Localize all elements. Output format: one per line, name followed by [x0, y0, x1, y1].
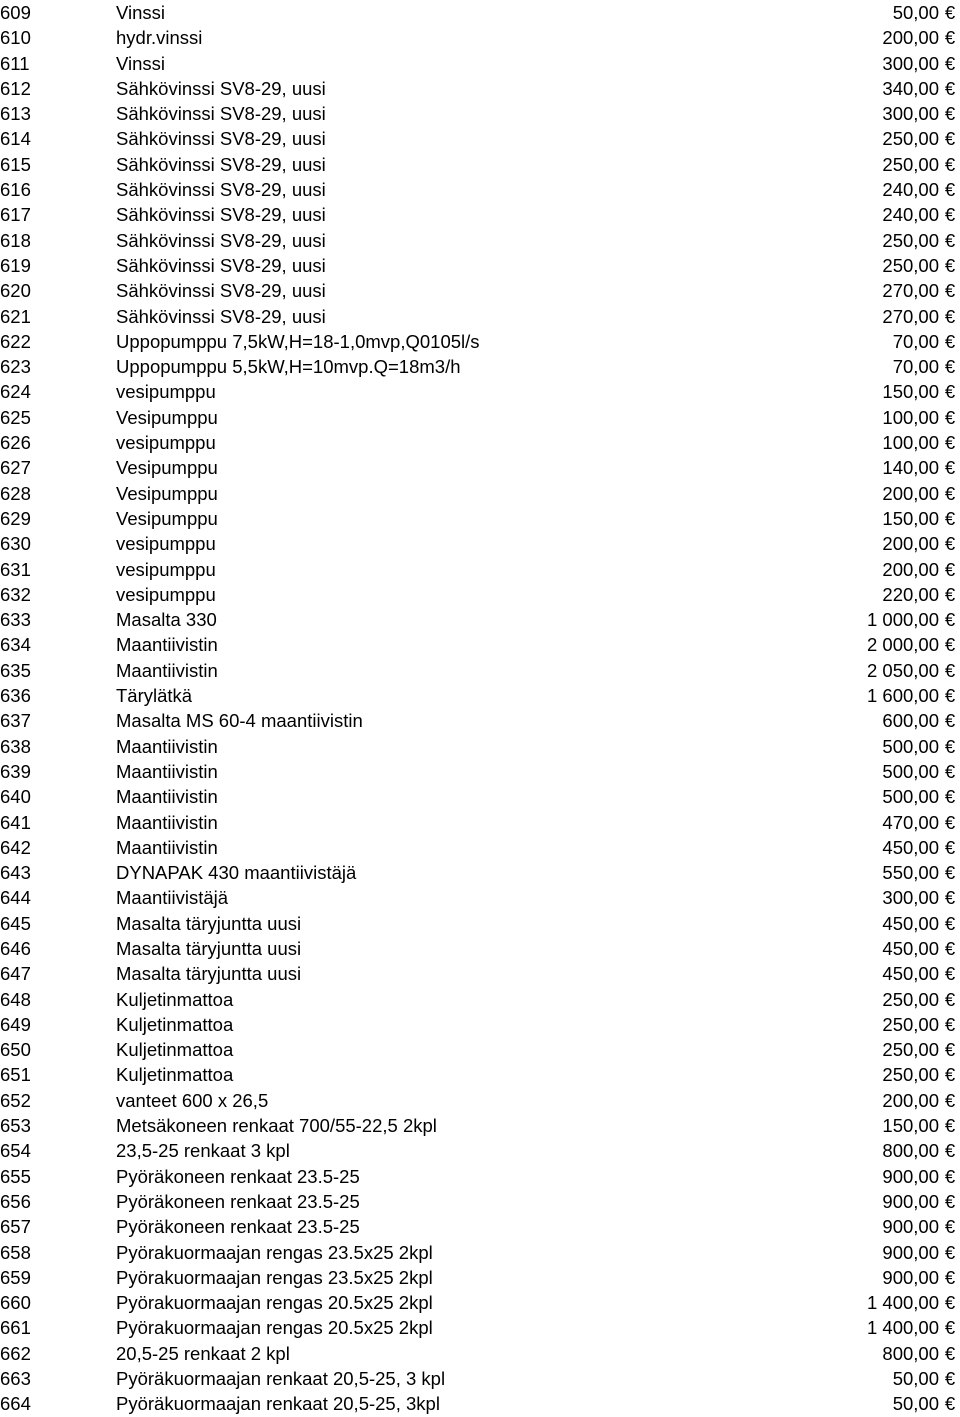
currency-symbol: € [944, 254, 956, 276]
item-description: Pyörakuormaajan rengas 20.5x25 2kpl [116, 1317, 433, 1339]
item-description: Sähkövinssi SV8-29, uusi [116, 204, 326, 226]
item-price: 250,00 [882, 988, 939, 1010]
item-price: 900,00 [882, 1216, 939, 1238]
list-item [0, 531, 960, 556]
item-price: 1 400,00 [866, 1292, 939, 1314]
item-description: Pyöräkoneen renkaat 23.5-25 [116, 1216, 360, 1238]
currency-symbol: € [944, 710, 956, 732]
item-price: 600,00 [882, 710, 939, 732]
list-item [0, 1366, 960, 1391]
item-price: 900,00 [882, 1190, 939, 1212]
item-price: 140,00 [882, 457, 939, 479]
item-price: 900,00 [882, 1165, 939, 1187]
item-number: 657 [0, 1216, 31, 1238]
item-description: Vinssi [116, 2, 166, 23]
item-number: 648 [0, 988, 31, 1010]
item-description: Maantiivistin [116, 760, 218, 782]
item-price: 300,00 [882, 887, 939, 909]
list-item [0, 860, 960, 885]
item-number: 661 [0, 1317, 31, 1339]
item-price: 450,00 [882, 912, 939, 934]
currency-symbol: € [944, 1039, 956, 1061]
item-price: 200,00 [882, 1089, 939, 1111]
item-price: 220,00 [882, 583, 939, 605]
item-number: 642 [0, 836, 31, 858]
item-price: 50,00 [892, 1393, 939, 1415]
item-number: 640 [0, 786, 31, 808]
list-item [0, 1341, 960, 1366]
list-item [0, 455, 960, 480]
currency-symbol: € [944, 1393, 956, 1415]
item-number: 663 [0, 1368, 31, 1390]
item-description: Sähkövinssi SV8-29, uusi [116, 254, 326, 276]
currency-symbol: € [944, 634, 956, 656]
item-price: 200,00 [882, 482, 939, 504]
item-number: 637 [0, 710, 31, 732]
currency-symbol: € [944, 1368, 956, 1390]
list-item [0, 1138, 960, 1163]
item-description: Sähkövinssi SV8-29, uusi [116, 128, 326, 150]
item-price: 450,00 [882, 937, 939, 959]
list-item [0, 1088, 960, 1113]
item-price: 2 000,00 [866, 634, 939, 656]
item-number: 629 [0, 507, 31, 529]
list-item [0, 1037, 960, 1062]
item-description: Kuljetinmattoa [116, 1039, 234, 1061]
item-description: 20,5-25 renkaat 2 kpl [116, 1342, 290, 1364]
item-price: 340,00 [882, 77, 939, 99]
item-number: 634 [0, 634, 31, 656]
currency-symbol: € [944, 1292, 956, 1314]
item-price: 70,00 [892, 330, 939, 352]
item-price: 250,00 [882, 254, 939, 276]
list-item [0, 1214, 960, 1239]
item-description: vesipumppu [116, 583, 216, 605]
list-item [0, 354, 960, 379]
currency-symbol: € [944, 1190, 956, 1212]
list-item [0, 152, 960, 177]
currency-symbol: € [944, 760, 956, 782]
item-number: 627 [0, 457, 31, 479]
item-price: 250,00 [882, 153, 939, 175]
item-number: 619 [0, 254, 31, 276]
list-item [0, 430, 960, 455]
list-item [0, 405, 960, 430]
item-price: 100,00 [882, 406, 939, 428]
item-price: 200,00 [882, 558, 939, 580]
currency-symbol: € [944, 659, 956, 681]
list-item [0, 228, 960, 253]
list-item [0, 784, 960, 809]
item-description: Pyöräkoneen renkaat 23.5-25 [116, 1165, 360, 1187]
list-item [0, 101, 960, 126]
item-number: 636 [0, 685, 31, 707]
item-number: 615 [0, 153, 31, 175]
item-number: 655 [0, 1165, 31, 1187]
item-price: 550,00 [882, 862, 939, 884]
item-price: 1 600,00 [866, 685, 939, 707]
item-number: 652 [0, 1089, 31, 1111]
item-number: 609 [0, 2, 31, 23]
item-description: Masalta 330 [116, 609, 217, 631]
item-description: Maantiivistin [116, 836, 218, 858]
item-description: Maantiivistin [116, 786, 218, 808]
list-item [0, 708, 960, 733]
item-number: 612 [0, 77, 31, 99]
list-item [0, 1012, 960, 1037]
list-item [0, 278, 960, 303]
item-number: 621 [0, 305, 31, 327]
item-number: 616 [0, 179, 31, 201]
list-item [0, 961, 960, 986]
item-description: hydr.vinssi [116, 27, 203, 49]
item-price: 50,00 [892, 2, 939, 23]
item-number: 614 [0, 128, 31, 150]
item-number: 644 [0, 887, 31, 909]
item-number: 662 [0, 1342, 31, 1364]
item-description: Masalta täryjuntta uusi [116, 963, 302, 985]
item-number: 651 [0, 1064, 31, 1086]
currency-symbol: € [944, 1266, 956, 1288]
item-number: 664 [0, 1393, 31, 1415]
currency-symbol: € [944, 280, 956, 302]
item-description: Vesipumppu [116, 507, 218, 529]
item-price: 270,00 [882, 280, 939, 302]
list-item [0, 1113, 960, 1138]
item-description: Kuljetinmattoa [116, 988, 234, 1010]
currency-symbol: € [944, 887, 956, 909]
currency-symbol: € [944, 2, 956, 23]
list-item [0, 1164, 960, 1189]
item-description: Sähkövinssi SV8-29, uusi [116, 77, 326, 99]
currency-symbol: € [944, 229, 956, 251]
item-number: 647 [0, 963, 31, 985]
item-price: 500,00 [882, 786, 939, 808]
list-item [0, 658, 960, 683]
item-number: 632 [0, 583, 31, 605]
item-description: Maantiivistäjä [116, 887, 229, 909]
item-number: 646 [0, 937, 31, 959]
currency-symbol: € [944, 27, 956, 49]
item-number: 659 [0, 1266, 31, 1288]
item-number: 626 [0, 432, 31, 454]
item-number: 650 [0, 1039, 31, 1061]
item-description: vesipumppu [116, 558, 216, 580]
item-description: Kuljetinmattoa [116, 1013, 234, 1035]
list-item [0, 607, 960, 632]
currency-symbol: € [944, 836, 956, 858]
item-description: Vesipumppu [116, 482, 218, 504]
list-item [0, 632, 960, 657]
currency-symbol: € [944, 685, 956, 707]
item-description: Sähkövinssi SV8-29, uusi [116, 153, 326, 175]
currency-symbol: € [944, 609, 956, 631]
currency-symbol: € [944, 862, 956, 884]
currency-symbol: € [944, 77, 956, 99]
currency-symbol: € [944, 482, 956, 504]
item-price: 70,00 [892, 356, 939, 378]
list-item [0, 506, 960, 531]
currency-symbol: € [944, 381, 956, 403]
list-item [0, 734, 960, 759]
list-item [0, 835, 960, 860]
item-number: 639 [0, 760, 31, 782]
list-item [0, 1265, 960, 1290]
item-number: 618 [0, 229, 31, 251]
item-number: 660 [0, 1292, 31, 1314]
currency-symbol: € [944, 507, 956, 529]
currency-symbol: € [944, 912, 956, 934]
list-item [0, 304, 960, 329]
item-price: 470,00 [882, 811, 939, 833]
item-price: 450,00 [882, 836, 939, 858]
item-description: vanteet 600 x 26,5 [116, 1089, 269, 1111]
item-price: 500,00 [882, 760, 939, 782]
item-description: Maantiivistin [116, 811, 218, 833]
list-item [0, 481, 960, 506]
item-description: Sähkövinssi SV8-29, uusi [116, 229, 326, 251]
item-number: 620 [0, 280, 31, 302]
list-item [0, 25, 960, 50]
currency-symbol: € [944, 1165, 956, 1187]
item-price: 200,00 [882, 27, 939, 49]
currency-symbol: € [944, 1064, 956, 1086]
list-item [0, 557, 960, 582]
item-price: 50,00 [892, 1368, 939, 1390]
item-description: DYNAPAK 430 maantiivistäjä [116, 862, 357, 884]
list-item [0, 582, 960, 607]
list-item [0, 987, 960, 1012]
item-description: Masalta täryjuntta uusi [116, 937, 302, 959]
item-number: 610 [0, 27, 31, 49]
list-item [0, 1391, 960, 1416]
item-price: 900,00 [882, 1266, 939, 1288]
item-description: Sähkövinssi SV8-29, uusi [116, 103, 326, 125]
item-number: 630 [0, 533, 31, 555]
item-description: Uppopumppu 5,5kW,H=10mvp.Q=18m3/h [116, 356, 461, 378]
list-item [0, 379, 960, 404]
item-price: 240,00 [882, 204, 939, 226]
currency-symbol: € [944, 533, 956, 555]
item-description: Pyöräkuormaajan renkaat 20,5-25, 3 kpl [116, 1368, 446, 1390]
item-description: Vinssi [116, 52, 166, 74]
item-number: 611 [0, 52, 30, 74]
list-item [0, 810, 960, 835]
currency-symbol: € [944, 735, 956, 757]
list-item [0, 177, 960, 202]
item-description: Sähkövinssi SV8-29, uusi [116, 179, 326, 201]
list-item [0, 683, 960, 708]
item-price: 2 050,00 [866, 659, 939, 681]
item-number: 658 [0, 1241, 31, 1263]
currency-symbol: € [944, 52, 956, 74]
item-number: 633 [0, 609, 31, 631]
item-description: Maantiivistin [116, 735, 218, 757]
list-item [0, 1290, 960, 1315]
currency-symbol: € [944, 1241, 956, 1263]
currency-symbol: € [944, 330, 956, 352]
list-item [0, 1315, 960, 1340]
item-price: 150,00 [882, 507, 939, 529]
list-item [0, 329, 960, 354]
item-description: Metsäkoneen renkaat 700/55-22,5 2kpl [116, 1115, 437, 1137]
item-price: 1 400,00 [866, 1317, 939, 1339]
item-description: vesipumppu [116, 381, 216, 403]
currency-symbol: € [944, 1342, 956, 1364]
item-number: 638 [0, 735, 31, 757]
currency-symbol: € [944, 963, 956, 985]
currency-symbol: € [944, 583, 956, 605]
item-price: 800,00 [882, 1342, 939, 1364]
item-description: Tärylätkä [116, 685, 193, 707]
item-number: 654 [0, 1140, 31, 1162]
item-price: 800,00 [882, 1140, 939, 1162]
item-description: vesipumppu [116, 533, 216, 555]
item-description: Pyörakuormaajan rengas 23.5x25 2kpl [116, 1266, 433, 1288]
currency-symbol: € [944, 103, 956, 125]
currency-symbol: € [944, 1317, 956, 1339]
list-item [0, 759, 960, 784]
list-item [0, 76, 960, 101]
currency-symbol: € [944, 356, 956, 378]
list-item [0, 202, 960, 227]
item-description: Vesipumppu [116, 457, 218, 479]
item-description: Kuljetinmattoa [116, 1064, 234, 1086]
currency-symbol: € [944, 558, 956, 580]
currency-symbol: € [944, 988, 956, 1010]
item-description: Uppopumppu 7,5kW,H=18-1,0mvp,Q0105l/s [116, 330, 480, 352]
currency-symbol: € [944, 305, 956, 327]
currency-symbol: € [944, 406, 956, 428]
item-price: 200,00 [882, 533, 939, 555]
item-price: 450,00 [882, 963, 939, 985]
item-number: 628 [0, 482, 31, 504]
item-price: 250,00 [882, 1039, 939, 1061]
currency-symbol: € [944, 432, 956, 454]
item-description: Masalta täryjuntta uusi [116, 912, 302, 934]
currency-symbol: € [944, 1140, 956, 1162]
item-price: 500,00 [882, 735, 939, 757]
list-item [0, 1062, 960, 1087]
currency-symbol: € [944, 937, 956, 959]
item-number: 622 [0, 330, 31, 352]
item-description: Pyörakuormaajan rengas 23.5x25 2kpl [116, 1241, 433, 1263]
item-description: Sähkövinssi SV8-29, uusi [116, 280, 326, 302]
item-price: 250,00 [882, 128, 939, 150]
item-price: 900,00 [882, 1241, 939, 1263]
list-item [0, 911, 960, 936]
item-price: 250,00 [882, 1064, 939, 1086]
item-price: 300,00 [882, 103, 939, 125]
item-price: 300,00 [882, 52, 939, 74]
item-number: 645 [0, 912, 31, 934]
item-number: 623 [0, 356, 31, 378]
item-description: 23,5-25 renkaat 3 kpl [116, 1140, 290, 1162]
item-number: 617 [0, 204, 31, 226]
item-number: 641 [0, 811, 31, 833]
item-number: 635 [0, 659, 31, 681]
list-item [0, 885, 960, 910]
currency-symbol: € [944, 1216, 956, 1238]
item-number: 631 [0, 558, 31, 580]
currency-symbol: € [944, 179, 956, 201]
item-number: 625 [0, 406, 31, 428]
currency-symbol: € [944, 1115, 956, 1137]
item-description: Maantiivistin [116, 659, 218, 681]
item-number: 653 [0, 1115, 31, 1137]
item-price: 150,00 [882, 1115, 939, 1137]
item-price: 250,00 [882, 229, 939, 251]
item-price: 100,00 [882, 432, 939, 454]
item-number: 624 [0, 381, 31, 403]
item-description: Masalta MS 60-4 maantiivistin [116, 710, 363, 732]
item-price: 270,00 [882, 305, 939, 327]
currency-symbol: € [944, 1089, 956, 1111]
item-price: 1 000,00 [866, 609, 939, 631]
item-number: 613 [0, 103, 31, 125]
item-description: Pyöräkoneen renkaat 23.5-25 [116, 1190, 360, 1212]
item-description: Vesipumppu [116, 406, 218, 428]
list-item [0, 51, 960, 76]
currency-symbol: € [944, 1013, 956, 1035]
currency-symbol: € [944, 786, 956, 808]
currency-symbol: € [944, 128, 956, 150]
currency-symbol: € [944, 153, 956, 175]
list-item [0, 936, 960, 961]
item-number: 643 [0, 862, 31, 884]
item-number: 649 [0, 1013, 31, 1035]
item-price: 240,00 [882, 179, 939, 201]
item-description: Maantiivistin [116, 634, 218, 656]
currency-symbol: € [944, 811, 956, 833]
item-description: Sähkövinssi SV8-29, uusi [116, 305, 326, 327]
currency-symbol: € [944, 204, 956, 226]
list-item [0, 253, 960, 278]
item-description: vesipumppu [116, 432, 216, 454]
list-item [0, 1189, 960, 1214]
item-price: 150,00 [882, 381, 939, 403]
list-item [0, 1240, 960, 1265]
item-description: Pyöräkuormaajan renkaat 20,5-25, 3kpl [116, 1393, 440, 1415]
list-item [0, 0, 960, 25]
currency-symbol: € [944, 457, 956, 479]
item-price: 250,00 [882, 1013, 939, 1035]
item-description: Pyörakuormaajan rengas 20.5x25 2kpl [116, 1292, 433, 1314]
list-item [0, 126, 960, 151]
item-number: 656 [0, 1190, 31, 1212]
